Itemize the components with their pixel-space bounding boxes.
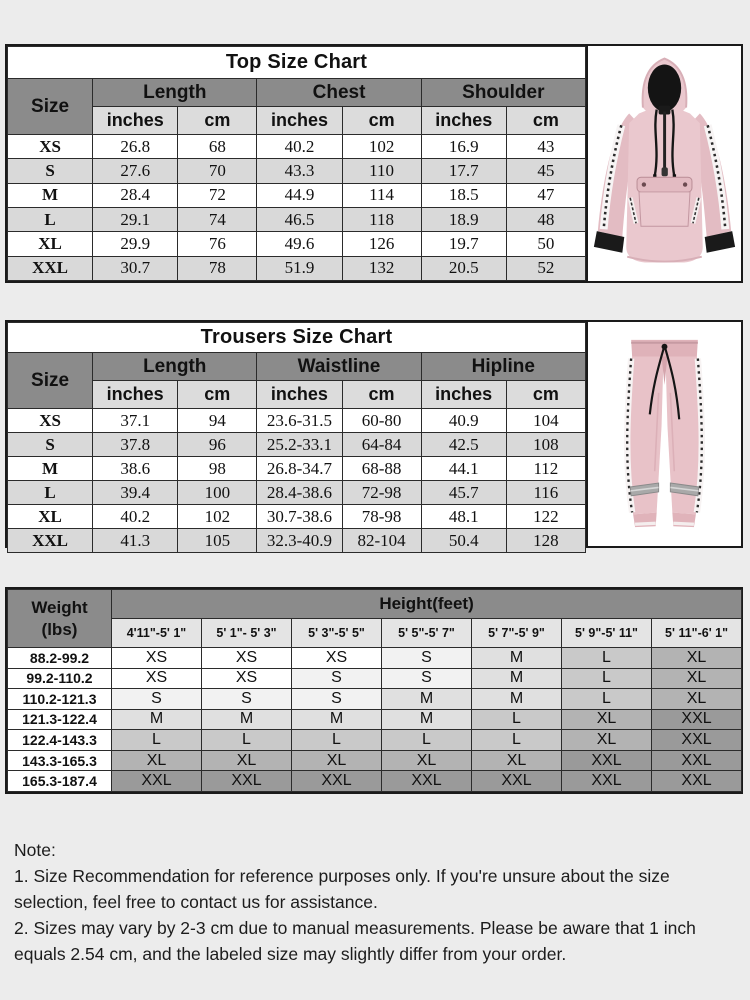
hipline-group-header: Hipline — [421, 353, 585, 381]
row-header-cell: L — [8, 481, 93, 505]
data-cell: XS — [112, 648, 202, 669]
unit-header: inches — [421, 381, 506, 409]
data-cell: XXL — [652, 771, 742, 792]
trousers-size-chart-block — [5, 320, 743, 548]
data-cell: 43 — [506, 135, 585, 159]
data-cell: M — [472, 689, 562, 710]
data-cell: XXL — [562, 771, 652, 792]
unit-header: cm — [506, 381, 585, 409]
size-recommendation-body — [8, 648, 742, 792]
waistline-group-header: Waistline — [257, 353, 421, 381]
row-header-cell: S — [8, 433, 93, 457]
data-cell: 40.2 — [257, 135, 342, 159]
data-cell: L — [562, 689, 652, 710]
row-header-cell: 121.3-122.4 — [8, 709, 112, 730]
data-cell: 128 — [506, 529, 585, 553]
length-group-header: Length — [93, 353, 257, 381]
data-cell: 72-98 — [342, 481, 421, 505]
data-cell: 30.7-38.6 — [257, 505, 342, 529]
table-title-row — [8, 323, 586, 353]
data-cell: 78-98 — [342, 505, 421, 529]
data-cell: 18.5 — [421, 183, 506, 207]
data-cell: 19.7 — [421, 232, 506, 256]
data-cell: 18.9 — [421, 207, 506, 231]
table-row — [8, 232, 586, 256]
top-size-chart-block — [5, 44, 743, 283]
data-cell: L — [472, 709, 562, 730]
data-cell: S — [382, 668, 472, 689]
data-cell: XS — [112, 668, 202, 689]
row-header-cell: M — [8, 457, 93, 481]
table-row — [8, 159, 586, 183]
data-cell: XS — [292, 648, 382, 669]
data-cell: XL — [652, 648, 742, 669]
unit-header: inches — [93, 107, 178, 135]
table-row — [8, 183, 586, 207]
data-cell: 52 — [506, 256, 585, 280]
data-cell: M — [202, 709, 292, 730]
data-cell: 40.2 — [93, 505, 178, 529]
data-cell: M — [382, 689, 472, 710]
unit-header: inches — [257, 107, 342, 135]
data-cell: L — [292, 730, 382, 751]
note-item-2: 2. Sizes may vary by 2-3 cm due to manual measurements. Please be aware that 1 inch equals 2.54 cm, and the labeled size may slightly differ from your order. — [14, 917, 696, 964]
row-header-cell: 143.3-165.3 — [8, 750, 112, 771]
data-cell: XXL — [652, 709, 742, 730]
data-cell: 74 — [178, 207, 257, 231]
chart-title: Top Size Chart — [8, 47, 586, 79]
top-size-chart-body — [8, 135, 586, 281]
data-cell: 51.9 — [257, 256, 342, 280]
height-banner-row — [8, 590, 742, 619]
weight-column-header — [8, 590, 112, 648]
data-cell: 44.9 — [257, 183, 342, 207]
table-row — [8, 709, 742, 730]
weight-header-line1: Weight — [31, 598, 88, 618]
data-cell: 42.5 — [421, 433, 506, 457]
trousers-size-chart-body — [8, 409, 586, 553]
data-cell: 29.1 — [93, 207, 178, 231]
size-recommendation-block — [5, 587, 743, 794]
pink-hoodie-illustration — [588, 47, 741, 280]
data-cell: XXL — [652, 750, 742, 771]
size-column-header: Size — [8, 353, 93, 409]
data-cell: 110 — [342, 159, 421, 183]
row-header-cell: 165.3-187.4 — [8, 771, 112, 792]
data-cell: 41.3 — [93, 529, 178, 553]
table-row — [8, 771, 742, 792]
row-header-cell: XS — [8, 135, 93, 159]
unit-header: cm — [178, 381, 257, 409]
data-cell: XL — [382, 750, 472, 771]
chest-group-header: Chest — [257, 79, 421, 107]
group-header-row — [8, 353, 586, 381]
height-header: Height(feet) — [112, 590, 742, 619]
data-cell: M — [382, 709, 472, 730]
data-cell: 32.3-40.9 — [257, 529, 342, 553]
table-row — [8, 409, 586, 433]
data-cell: 132 — [342, 256, 421, 280]
data-cell: 29.9 — [93, 232, 178, 256]
top-size-chart-table — [7, 46, 586, 281]
data-cell: L — [562, 668, 652, 689]
data-cell: XL — [472, 750, 562, 771]
data-cell: XL — [112, 750, 202, 771]
data-cell: XS — [202, 648, 292, 669]
data-cell: 100 — [178, 481, 257, 505]
data-cell: 40.9 — [421, 409, 506, 433]
data-cell: XXL — [472, 771, 562, 792]
group-header-row — [8, 79, 586, 107]
row-header-cell: XXL — [8, 256, 93, 280]
data-cell: 28.4-38.6 — [257, 481, 342, 505]
data-cell: 70 — [178, 159, 257, 183]
data-cell: XL — [292, 750, 382, 771]
data-cell: L — [472, 730, 562, 751]
data-cell: XL — [652, 668, 742, 689]
table-row — [8, 648, 742, 669]
data-cell: 48 — [506, 207, 585, 231]
data-cell: L — [112, 730, 202, 751]
data-cell: XXL — [382, 771, 472, 792]
data-cell: 68 — [178, 135, 257, 159]
data-cell: L — [202, 730, 292, 751]
data-cell: 45 — [506, 159, 585, 183]
height-range-header: 5' 9"-5' 11" — [562, 619, 652, 648]
data-cell: 64-84 — [342, 433, 421, 457]
hoodie-product-image — [586, 46, 741, 281]
size-column-header: Size — [8, 79, 93, 135]
trousers-size-chart-table — [7, 322, 586, 553]
height-range-header: 4'11"-5' 1" — [112, 619, 202, 648]
data-cell: 102 — [178, 505, 257, 529]
data-cell: S — [112, 689, 202, 710]
data-cell: 25.2-33.1 — [257, 433, 342, 457]
data-cell: 39.4 — [93, 481, 178, 505]
row-header-cell: 99.2-110.2 — [8, 668, 112, 689]
pink-trousers-illustration — [588, 323, 741, 545]
data-cell: 108 — [506, 433, 585, 457]
data-cell: 28.4 — [93, 183, 178, 207]
size-recommendation-table — [7, 589, 742, 792]
trousers-product-image — [586, 322, 741, 546]
data-cell: XL — [202, 750, 292, 771]
table-row — [8, 689, 742, 710]
table-row — [8, 433, 586, 457]
data-cell: 17.7 — [421, 159, 506, 183]
table-row — [8, 730, 742, 751]
height-range-row — [8, 619, 742, 648]
table-row — [8, 207, 586, 231]
unit-header: inches — [257, 381, 342, 409]
height-range-header: 5' 11"-6' 1" — [652, 619, 742, 648]
data-cell: 94 — [178, 409, 257, 433]
row-header-cell: XL — [8, 232, 93, 256]
table-row — [8, 457, 586, 481]
data-cell: 30.7 — [93, 256, 178, 280]
note-section — [14, 838, 740, 967]
data-cell: 20.5 — [421, 256, 506, 280]
unit-header-row — [8, 107, 586, 135]
table-row — [8, 256, 586, 280]
note-item-1: 1. Size Recommendation for reference purposes only. If you're unsure about the size selection, feel free to contact us for assistance. — [14, 865, 670, 912]
note-title: Note: — [14, 840, 56, 860]
data-cell: 76 — [178, 232, 257, 256]
data-cell: 26.8 — [93, 135, 178, 159]
data-cell: XXL — [292, 771, 382, 792]
row-header-cell: 110.2-121.3 — [8, 689, 112, 710]
data-cell: 37.8 — [93, 433, 178, 457]
unit-header: cm — [506, 107, 585, 135]
height-range-header: 5' 3"-5' 5" — [292, 619, 382, 648]
unit-header: inches — [421, 107, 506, 135]
row-header-cell: 88.2-99.2 — [8, 648, 112, 669]
data-cell: 46.5 — [257, 207, 342, 231]
data-cell: M — [472, 668, 562, 689]
data-cell: XXL — [112, 771, 202, 792]
row-header-cell: 122.4-143.3 — [8, 730, 112, 751]
height-range-header: 5' 7"-5' 9" — [472, 619, 562, 648]
data-cell: M — [112, 709, 202, 730]
data-cell: S — [382, 648, 472, 669]
data-cell: 72 — [178, 183, 257, 207]
table-row — [8, 668, 742, 689]
table-row — [8, 135, 586, 159]
height-range-header: 5' 1"- 5' 3" — [202, 619, 292, 648]
table-title-row — [8, 47, 586, 79]
data-cell: XL — [562, 709, 652, 730]
data-cell: 27.6 — [93, 159, 178, 183]
data-cell: 102 — [342, 135, 421, 159]
row-header-cell: L — [8, 207, 93, 231]
shoulder-group-header: Shoulder — [421, 79, 585, 107]
length-group-header: Length — [93, 79, 257, 107]
data-cell: 104 — [506, 409, 585, 433]
data-cell: S — [292, 689, 382, 710]
data-cell: S — [292, 668, 382, 689]
data-cell: XXL — [562, 750, 652, 771]
data-cell: 48.1 — [421, 505, 506, 529]
data-cell: XS — [202, 668, 292, 689]
data-cell: L — [382, 730, 472, 751]
data-cell: 116 — [506, 481, 585, 505]
data-cell: 122 — [506, 505, 585, 529]
data-cell: M — [292, 709, 382, 730]
data-cell: 105 — [178, 529, 257, 553]
data-cell: 44.1 — [421, 457, 506, 481]
data-cell: 68-88 — [342, 457, 421, 481]
data-cell: 23.6-31.5 — [257, 409, 342, 433]
data-cell: 49.6 — [257, 232, 342, 256]
data-cell: XL — [562, 730, 652, 751]
data-cell: 43.3 — [257, 159, 342, 183]
row-header-cell: S — [8, 159, 93, 183]
unit-header: cm — [178, 107, 257, 135]
height-range-header: 5' 5"-5' 7" — [382, 619, 472, 648]
data-cell: 50 — [506, 232, 585, 256]
data-cell: 37.1 — [93, 409, 178, 433]
table-row — [8, 505, 586, 529]
data-cell: 45.7 — [421, 481, 506, 505]
row-header-cell: XXL — [8, 529, 93, 553]
data-cell: XXL — [202, 771, 292, 792]
weight-header-line2: (lbs) — [41, 619, 78, 639]
row-header-cell: XS — [8, 409, 93, 433]
table-row — [8, 481, 586, 505]
data-cell: 60-80 — [342, 409, 421, 433]
data-cell: M — [472, 648, 562, 669]
data-cell: 26.8-34.7 — [257, 457, 342, 481]
data-cell: S — [202, 689, 292, 710]
data-cell: 98 — [178, 457, 257, 481]
unit-header: inches — [93, 381, 178, 409]
data-cell: XL — [652, 689, 742, 710]
data-cell: 112 — [506, 457, 585, 481]
table-row — [8, 750, 742, 771]
data-cell: 38.6 — [93, 457, 178, 481]
table-row — [8, 529, 586, 553]
data-cell: 47 — [506, 183, 585, 207]
unit-header-row — [8, 381, 586, 409]
data-cell: 114 — [342, 183, 421, 207]
data-cell: 126 — [342, 232, 421, 256]
unit-header: cm — [342, 381, 421, 409]
data-cell: 78 — [178, 256, 257, 280]
data-cell: 16.9 — [421, 135, 506, 159]
unit-header: cm — [342, 107, 421, 135]
data-cell: 82-104 — [342, 529, 421, 553]
data-cell: 96 — [178, 433, 257, 457]
data-cell: XXL — [652, 730, 742, 751]
data-cell: 50.4 — [421, 529, 506, 553]
chart-title: Trousers Size Chart — [8, 323, 586, 353]
data-cell: L — [562, 648, 652, 669]
row-header-cell: XL — [8, 505, 93, 529]
row-header-cell: M — [8, 183, 93, 207]
data-cell: 118 — [342, 207, 421, 231]
